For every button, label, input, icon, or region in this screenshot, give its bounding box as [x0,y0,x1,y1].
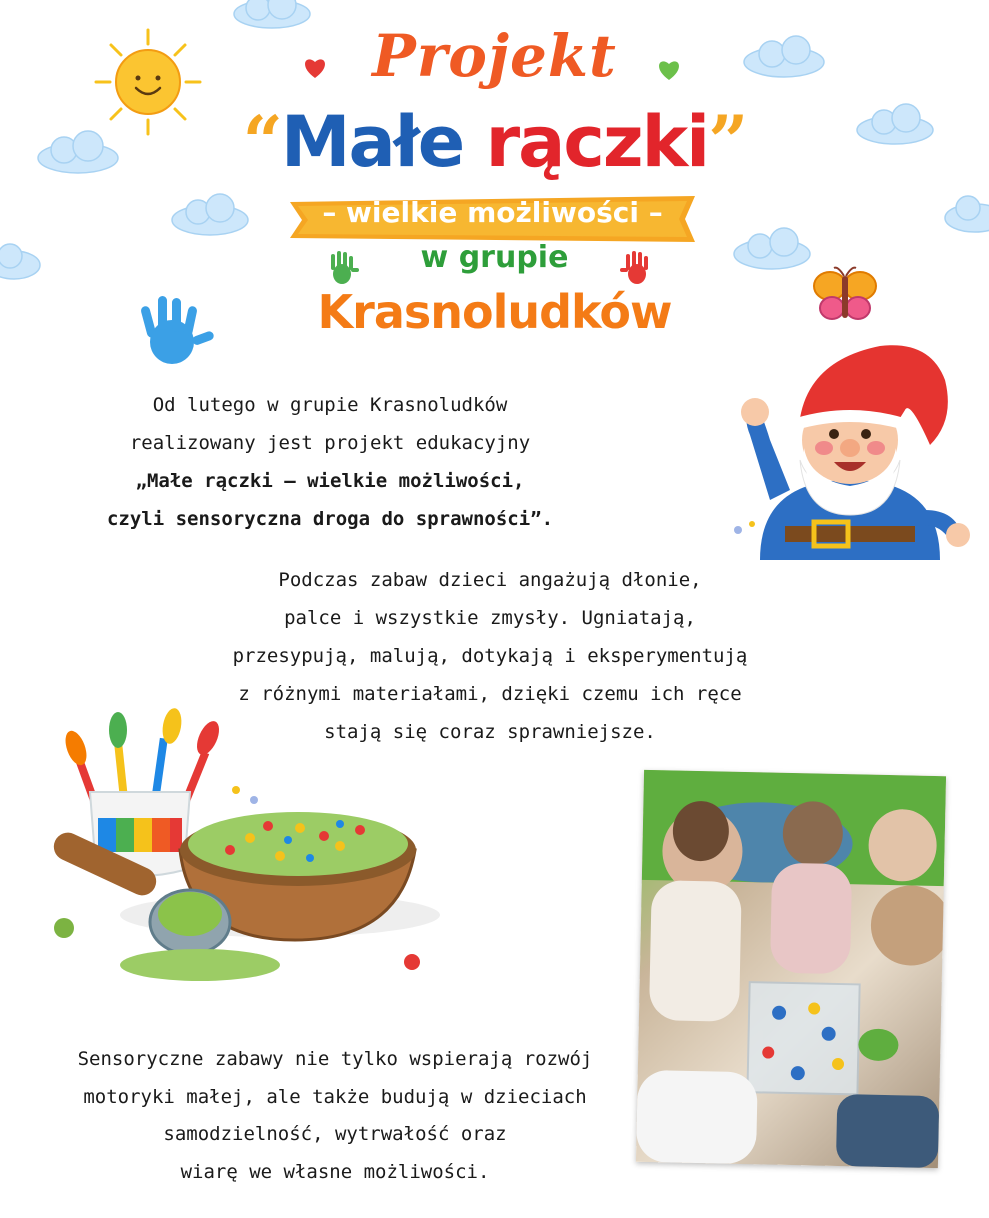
intro-line: realizowany jest projekt edukacyjny [129,432,531,454]
cloud-icon [945,196,989,232]
header-krasnoludkow: Krasnoludków [317,285,672,339]
sensory-materials-illustration [40,700,450,1000]
benefits-paragraph [30,1041,640,1191]
cloud-icon [172,194,248,235]
activities-line: palce i wszystkie zmysły. Ugniatają, [284,607,696,629]
activities-line: stają się coraz sprawniejsze. [324,721,656,743]
activities-line: przesypują, malują, dotykają i eksperymentują [232,645,748,667]
ribbon-text: – wielkie możliwości – [322,196,663,229]
header-title [0,100,989,183]
benefits-line: motoryki małej, ale także budują w dzieciach [83,1085,587,1108]
hand-print-icon [130,292,216,370]
gnome-illustration [730,340,980,565]
hand-print-icon [620,250,654,286]
header-projekt: Projekt [372,22,617,90]
open-quote: “ [242,100,281,183]
benefits-line: samodzielność, wytrwałość oraz [163,1123,507,1145]
project-name-line: „Małe rączki – wielkie możliwości, [135,470,525,492]
title-word-male: Małe [280,101,464,183]
butterfly-icon [812,266,878,324]
activities-line: Podczas zabaw dzieci angażują dłonie, [278,569,702,591]
intro-line: Od lutego w grupie Krasnoludków [152,394,508,416]
children-activity-photo [636,770,946,1168]
title-word-raczki: rączki [485,101,709,183]
intro-paragraph [60,386,600,538]
project-name-line: czyli sensoryczna droga do sprawności”. [106,508,554,530]
benefits-line: wiarę we własne możliwości. [180,1160,490,1183]
benefits-line: Sensoryczne zabawy nie tylko wspierają rozwój [77,1048,593,1070]
header-w-grupie: w grupie [420,240,569,275]
activities-line: z różnymi materiałami, dzięki czemu ich ręce [238,683,742,705]
close-quote: ” [708,100,747,183]
